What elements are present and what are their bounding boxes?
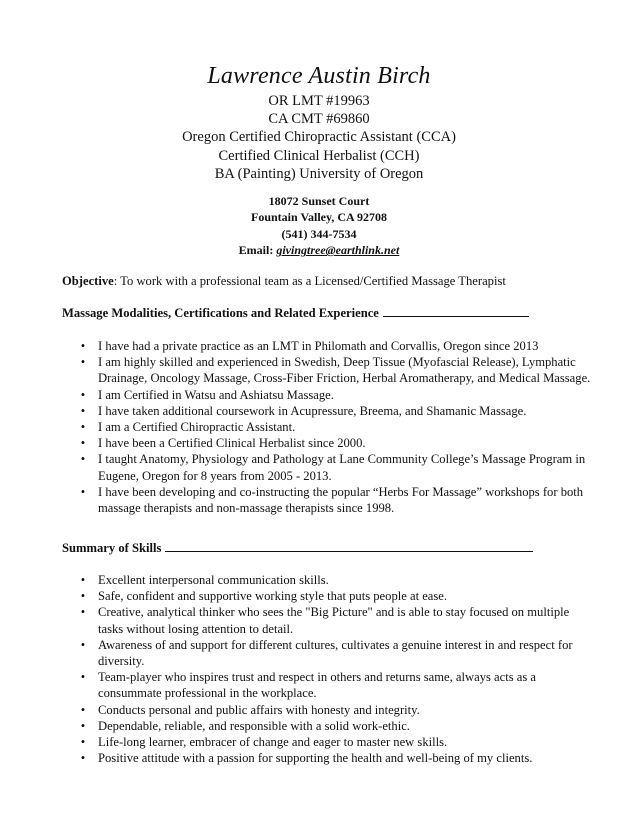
credentials-block	[0, 92, 638, 183]
contact-block	[0, 193, 638, 259]
list-item	[62, 387, 592, 403]
list-item	[62, 403, 592, 419]
list-item-text: Conducts personal and public affairs with honesty and integrity.	[98, 702, 420, 717]
email-link[interactable]: givingtree@earthlink.net	[276, 243, 400, 258]
list-item-text: Team-player who inspires trust and respect in others and returns same, always acts as a consummate professional in the workplace.	[98, 670, 537, 701]
list-item	[62, 604, 592, 636]
bullet-icon: •	[80, 637, 86, 652]
list-item	[62, 572, 592, 588]
list-item-text: Life-long learner, embracer of change and eager to master new skills.	[98, 735, 448, 750]
list-item-text: Dependable, reliable, and responsible with a solid work-ethic.	[98, 718, 410, 733]
bullet-icon: •	[80, 589, 86, 604]
credential-line: Certified Clinical Herbalist (CCH)	[218, 147, 420, 164]
list-item-text: I am a Certified Chiropractic Assistant.	[98, 420, 296, 435]
list-item	[62, 718, 592, 734]
list-item-text: I am Certified in Watsu and Ashiatsu Massage.	[98, 387, 334, 402]
list-item-text: I have been developing and co-instructing the popular “Herbs For Massage” workshops for both massage therapists and non-massage therapists since 1998.	[98, 484, 584, 516]
skills-heading-text: Summary of Skills	[62, 541, 162, 555]
bullet-icon: •	[80, 670, 86, 685]
list-item-text: I have taken additional coursework in Acupressure, Breema, and Shamanic Massage.	[98, 403, 527, 418]
bullet-icon: •	[80, 484, 86, 499]
list-item	[62, 435, 592, 451]
list-item-text: I have been a Certified Clinical Herbalist since 2000.	[98, 436, 366, 451]
email-line	[0, 242, 638, 258]
list-item	[62, 338, 592, 354]
list-item-text: I taught Anatomy, Physiology and Pathology at Lane Community College’s Massage Program in Eugene, Oregon for 8 years from 2005 - 2013.	[98, 452, 586, 483]
list-item	[62, 588, 592, 604]
bullet-icon: •	[80, 339, 86, 353]
bullet-icon: •	[80, 420, 86, 435]
experience-heading-text: Massage Modalities, Certifications and Related Experience	[62, 306, 379, 320]
bullet-icon: •	[80, 355, 86, 370]
bullet-icon: •	[80, 452, 86, 467]
skills-list	[62, 572, 592, 766]
list-item-text: Creative, analytical thinker who sees the "Big Picture" and is able to stay focused on multiple tasks without losing attention to detail.	[98, 605, 570, 636]
list-item	[62, 750, 592, 766]
credential-line: OR LMT #19963	[268, 93, 370, 109]
list-item-text: Awareness of and support for different cultures, cultivates a genuine interest in and respect for diversity.	[98, 637, 573, 669]
bullet-icon: •	[80, 573, 86, 587]
candidate-name: Lawrence Austin Birch	[207, 63, 431, 89]
bullet-icon: •	[80, 436, 86, 451]
objective-text: : To work with a professional team as a Licensed/Certified Massage Therapist	[113, 274, 506, 288]
list-item	[62, 484, 592, 516]
bullet-icon: •	[80, 605, 86, 620]
list-item	[62, 702, 592, 718]
list-item	[62, 354, 592, 386]
bullet-icon: •	[80, 702, 86, 717]
experience-list	[62, 338, 592, 516]
objective-label: Objective	[62, 274, 114, 288]
bullet-icon: •	[80, 735, 86, 750]
list-item-text: Safe, confident and supportive working style that puts people at ease.	[98, 589, 448, 604]
list-item	[62, 734, 592, 750]
list-item-text: I am highly skilled and experienced in Swedish, Deep Tissue (Myofascial Release), Lymphatic Drainage, Oncology Massage, Cross-Fiber Friction, Herbal Aromatherapy, and Medical Massage.	[98, 355, 591, 386]
credential-line: Oregon Certified Chiropractic Assistant (CCA)	[182, 129, 456, 146]
objective-line	[62, 273, 506, 289]
list-item-text: Excellent interpersonal communication skills.	[98, 573, 329, 587]
bullet-icon: •	[80, 751, 86, 766]
credential-line: BA (Painting) University of Oregon	[214, 165, 424, 182]
list-item	[62, 419, 592, 435]
phone-number: (541) 344-7534	[281, 226, 357, 241]
email-label: Email:	[238, 243, 274, 258]
skills-heading	[62, 540, 533, 556]
list-item	[62, 637, 592, 669]
bullet-icon: •	[80, 718, 86, 733]
credential-line: CA CMT #69860	[268, 111, 370, 128]
street-address: 18072 Sunset Court	[268, 194, 370, 208]
list-item-text: Positive attitude with a passion for supporting the health and well-being of my clients.	[98, 751, 533, 766]
list-item	[62, 669, 592, 701]
city-state-zip: Fountain Valley, CA 92708	[250, 210, 388, 225]
heading-rule	[383, 305, 529, 317]
heading-rule	[165, 540, 533, 552]
list-item-text: I have had a private practice as an LMT in Philomath and Corvallis, Oregon since 2013	[98, 339, 539, 353]
bullet-icon: •	[80, 403, 86, 418]
experience-heading	[62, 305, 529, 321]
list-item	[62, 451, 592, 483]
bullet-icon: •	[80, 387, 86, 402]
